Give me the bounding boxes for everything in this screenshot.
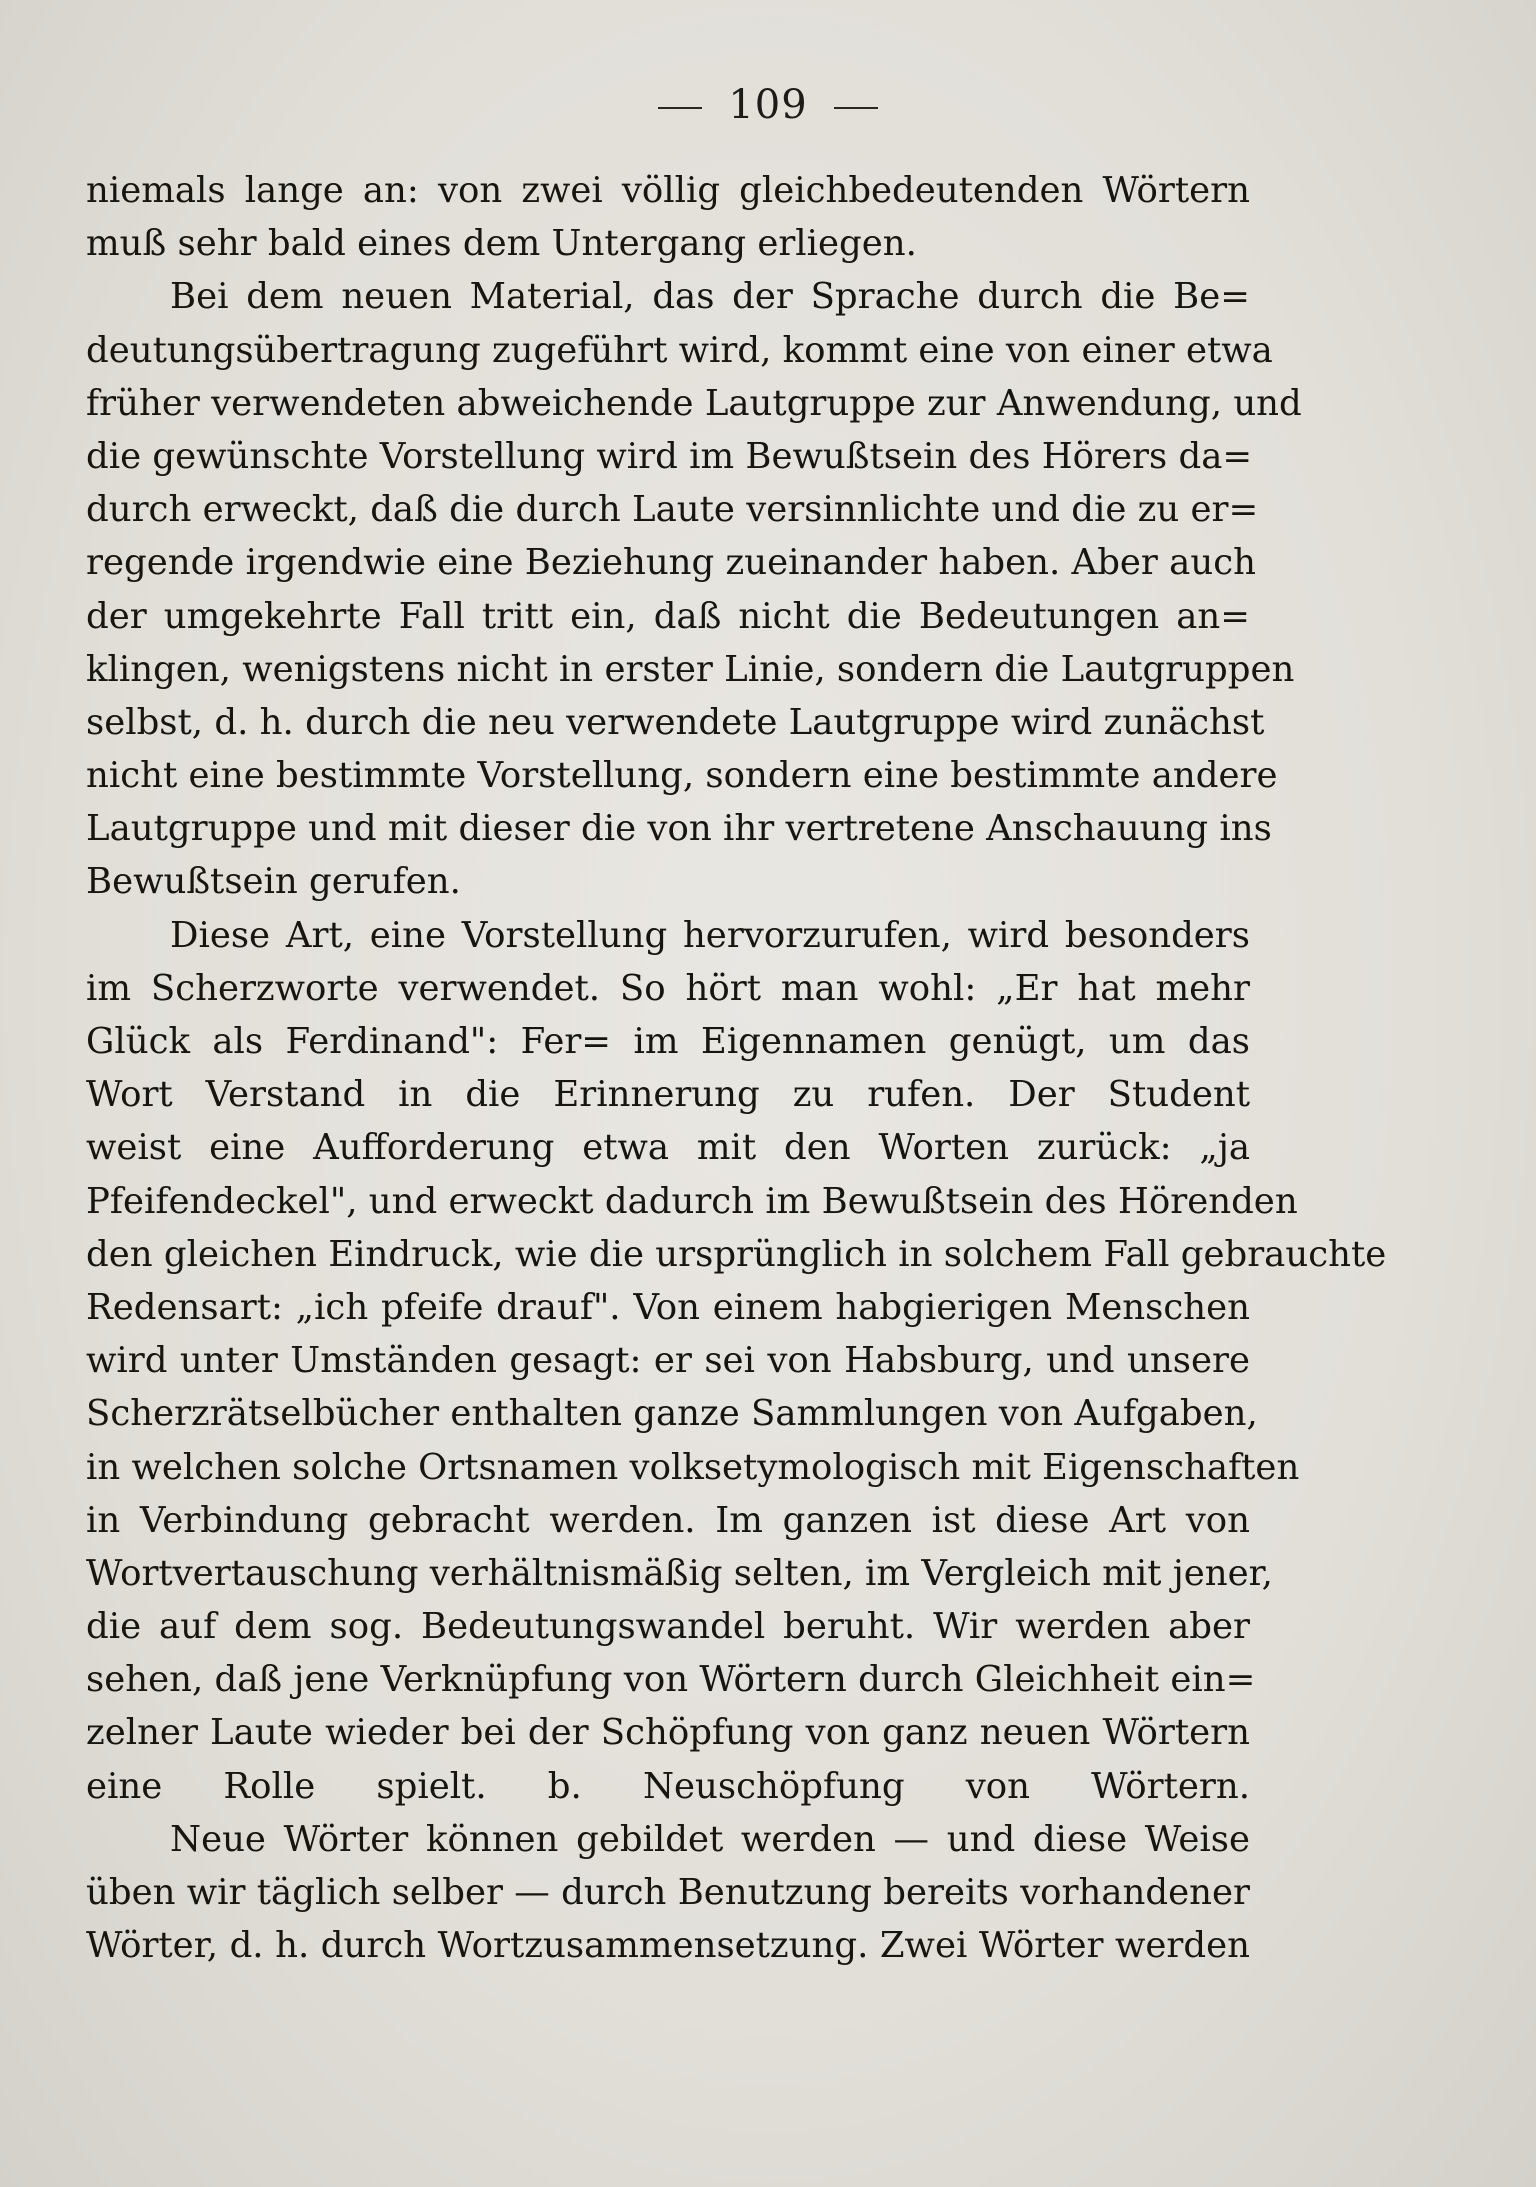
- text-line: Diese Art, eine Vorstellung hervorzurufen, wird besonders: [170, 914, 1250, 956]
- text-line: Wörter, d. h. durch Wortzusammensetzung. Zwei Wörter werden: [86, 1925, 1250, 1967]
- text-line: deutungsübertragung zugeführt wird, kommt eine von einer etwa: [86, 329, 1273, 371]
- page-number-value: 109: [728, 82, 808, 128]
- text-line: die gewünschte Vorstellung wird im Bewußtsein des Hörers da=: [86, 435, 1253, 477]
- text-line: niemals lange an: von zwei völlig gleichbedeutenden Wörtern: [86, 170, 1250, 211]
- text-line: in welchen solche Ortsnamen volksetymologisch mit Eigenschaften: [86, 1446, 1300, 1488]
- text-line: wird unter Umständen gesagt: er sei von Habsburg, und unsere: [86, 1340, 1250, 1382]
- text-line: nicht eine bestimmte Vorstellung, sondern eine bestimmte andere: [86, 755, 1278, 797]
- text-line: der umgekehrte Fall tritt ein, daß nicht die Bedeutungen an=: [86, 595, 1250, 637]
- page-number: [0, 82, 1536, 128]
- text-line: Bewußtsein gerufen.: [86, 861, 461, 903]
- text-line: Bei dem neuen Material, das der Sprache durch die Be=: [170, 276, 1250, 318]
- text-line: Glück als Ferdinand": Fer= im Eigennamen genügt, um das: [86, 1021, 1250, 1062]
- text-line: Scherzrätselbücher enthalten ganze Sammlungen von Aufgaben,: [86, 1393, 1258, 1435]
- text-line: Wortvertauschung verhältnismäßig selten, im Vergleich mit jener,: [86, 1552, 1273, 1594]
- text-line: muß sehr bald eines dem Untergang erliegen.: [86, 223, 917, 265]
- text-line: klingen, wenigstens nicht in erster Linie, sondern die Lautgruppen: [86, 648, 1295, 690]
- text-line: durch erweckt, daß die durch Laute versinnlichte und die zu er=: [86, 489, 1259, 531]
- page-number-right-dash: [834, 107, 878, 109]
- text-line: Redensart: „ich pfeife drauf". Von einem habgierigen Menschen: [86, 1286, 1250, 1328]
- text-line: die auf dem sog. Bedeutungswandel beruht. Wir werden aber: [86, 1606, 1250, 1648]
- text-line: selbst, d. h. durch die neu verwendete Lautgruppe wird zunächst: [86, 701, 1265, 743]
- text-line: eine Rolle spielt. b. Neuschöpfung von Wörtern.: [86, 1765, 1250, 1807]
- text-line: zelner Laute wieder bei der Schöpfung von ganz neuen Wörtern: [86, 1712, 1250, 1754]
- text-line: Neue Wörter können gebildet werden — und diese Weise: [170, 1818, 1250, 1860]
- text-line: regende irgendwie eine Beziehung zueinander haben. Aber auch: [86, 542, 1256, 584]
- body-text: [86, 164, 1387, 1972]
- page-number-left-dash: [658, 107, 702, 109]
- text-line: den gleichen Eindruck, wie die ursprünglich in solchem Fall gebrauchte: [86, 1233, 1387, 1275]
- text-line: Wort Verstand in die Erinnerung zu rufen. Der Student: [86, 1074, 1250, 1116]
- text-line: üben wir täglich selber — durch Benutzung bereits vorhandener: [86, 1872, 1250, 1913]
- text-line: weist eine Aufforderung etwa mit den Worten zurück: „ja: [86, 1127, 1250, 1169]
- text-line: im Scherzworte verwendet. So hört man wohl: „Er hat mehr: [86, 967, 1250, 1009]
- text-line: Pfeifendeckel", und erweckt dadurch im Bewußtsein des Hörenden: [86, 1180, 1298, 1222]
- text-line: sehen, daß jene Verknüpfung von Wörtern durch Gleichheit ein=: [86, 1659, 1256, 1701]
- text-line: früher verwendeten abweichende Lautgruppe zur Anwendung, und: [86, 382, 1302, 424]
- text-line: Lautgruppe und mit dieser die von ihr vertretene Anschauung ins: [86, 808, 1272, 850]
- text-line: in Verbindung gebracht werden. Im ganzen ist diese Art von: [86, 1499, 1250, 1541]
